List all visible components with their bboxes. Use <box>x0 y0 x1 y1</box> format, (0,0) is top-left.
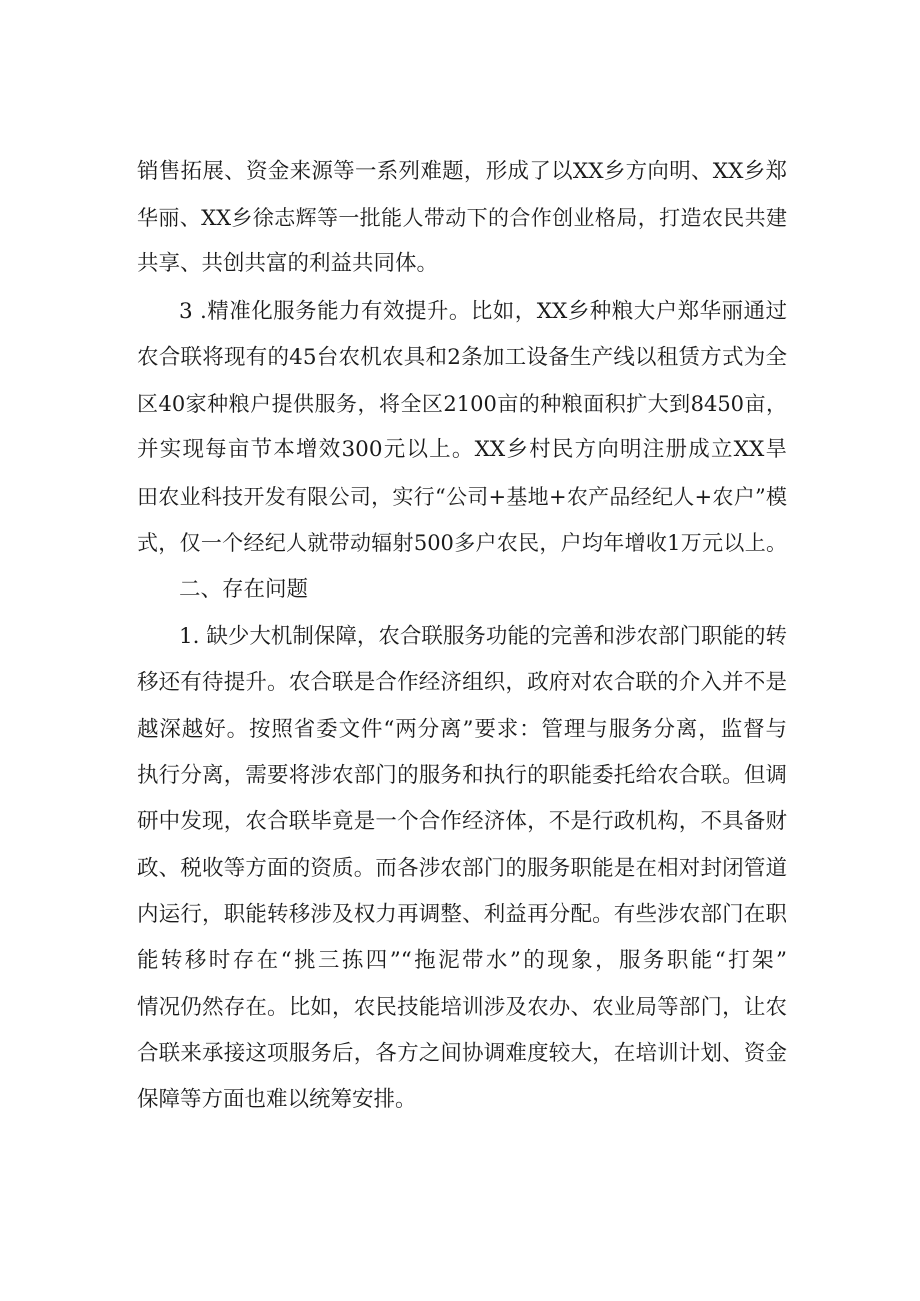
section-heading: 二、存在问题 <box>179 577 309 602</box>
paragraph-line: 1. 缺少大机制保障，农合联服务功能的完善和涉农部门职能的转 <box>179 624 787 649</box>
paragraph-line: 共享、共创共富的利益共同体。 <box>137 251 439 276</box>
paragraph-line: 执行分离，需要将涉农部门的服务和执行的职能委托给农合联。但调 <box>137 763 787 788</box>
paragraph-line: 情况仍然存在。比如，农民技能培训涉及农办、农业局等部门，让农 <box>137 995 787 1020</box>
paragraph-line: 3 .精准化服务能力有效提升。比如，XX乡种粮大户郑华丽通过 <box>179 299 787 324</box>
paragraph-line: 移还有待提升。农合联是合作经济组织，政府对农合联的介入并不是 <box>137 670 787 695</box>
paragraph-line: 农合联将现有的45台农机农具和2条加工设备生产线以租赁方式为全 <box>137 345 787 370</box>
paragraph-line: 越深越好。按照省委文件“两分离”要求：管理与服务分离，监督与 <box>137 717 787 742</box>
paragraph-line: 田农业科技开发有限公司，实行“公司+基地+农产品经纪人+农户”模 <box>137 485 787 509</box>
paragraph-line: 并实现每亩节本增效300元以上。XX乡村民方向明注册成立XX旱 <box>137 437 787 462</box>
paragraph-line: 政、税收等方面的资质。而各涉农部门的服务职能是在相对封闭管道 <box>137 856 787 881</box>
paragraph-line: 华丽、XX乡徐志辉等一批能人带动下的合作创业格局，打造农民共建 <box>137 206 787 230</box>
paragraph-line: 销售拓展、资金来源等一系列难题，形成了以XX乡方向明、XX乡郑 <box>137 159 787 184</box>
paragraph-line: 合联来承接这项服务后，各方之间协调难度较大，在培训计划、资金 <box>137 1041 787 1066</box>
paragraph-line: 保障等方面也难以统筹安排。 <box>137 1087 417 1112</box>
paragraph-line: 研中发现，农合联毕竟是一个合作经济体，不是行政机构，不具备财 <box>137 809 787 834</box>
paragraph-line: 内运行，职能转移涉及权力再调整、利益再分配。有些涉农部门在职 <box>137 902 787 927</box>
paragraph-line: 区40家种粮户提供服务，将全区2100亩的种粮面积扩大到8450亩， <box>137 392 787 416</box>
paragraph-line: 能转移时存在“挑三拣四”“拖泥带水”的现象，服务职能“打架” <box>137 948 787 973</box>
paragraph-line: 式，仅一个经纪人就带动辐射500多户农民，户均年增收1万元以上。 <box>137 531 787 555</box>
